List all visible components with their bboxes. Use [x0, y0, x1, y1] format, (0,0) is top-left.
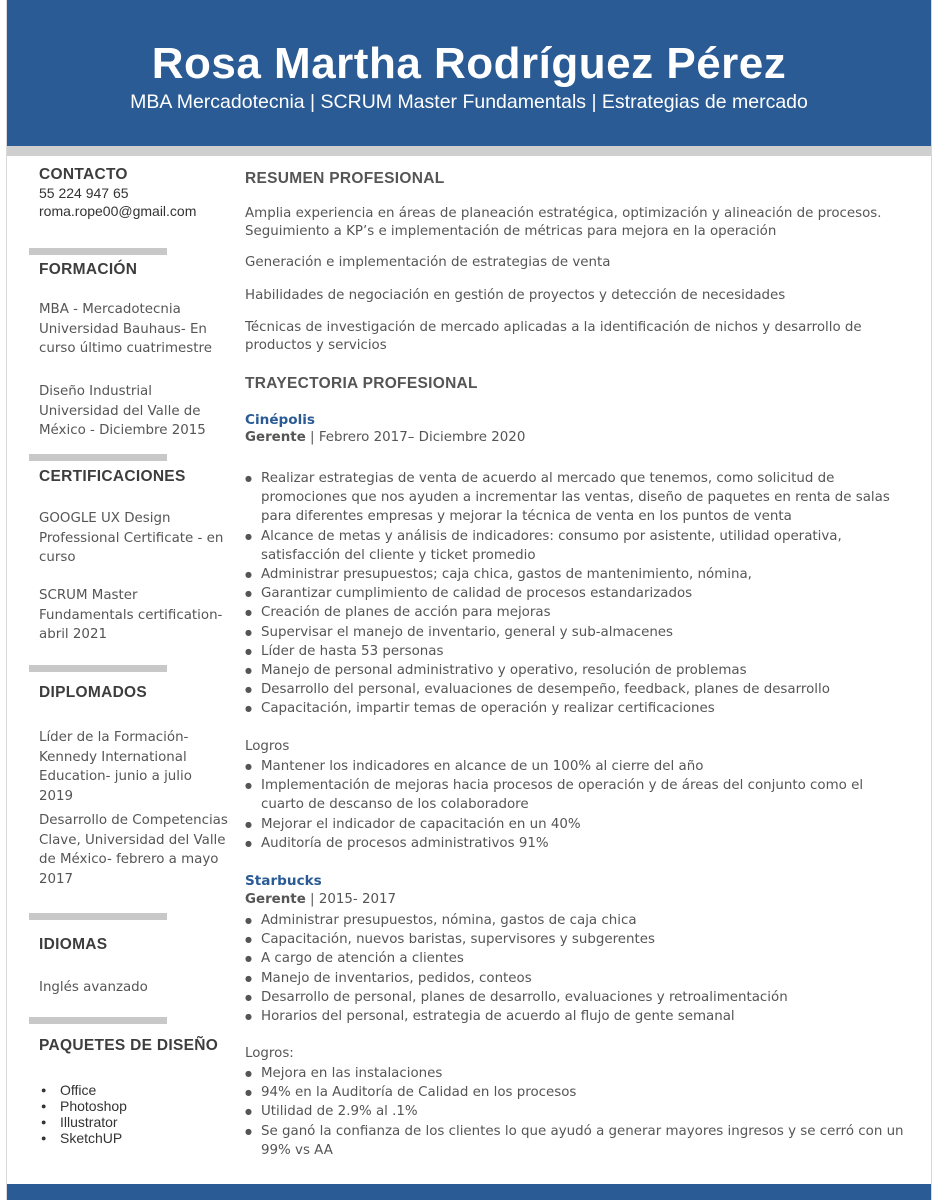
- job-role-line: Gerente | Febrero 2017– Diciembre 2020: [245, 430, 526, 445]
- list-item: ● Líder de hasta 53 personas: [245, 642, 905, 661]
- list-item: ● Garantizar cumplimiento de calidad de procesos estandarizados: [245, 584, 905, 603]
- list-item: ● Horarios del personal, estrategia de acuerdo al flujo de gente semanal: [245, 1007, 905, 1026]
- list-item: ● Supervisar el manejo de inventario, general y sub-almacenes: [245, 623, 905, 642]
- sidebar-divider: [29, 665, 167, 672]
- list-item: ● Desarrollo del personal, evaluaciones de desempeño, feedback, planes de desarrollo: [245, 680, 905, 699]
- formacion-item: MBA - Mercadotecnia Universidad Bauhaus- En curso último cuatrimestre: [39, 302, 212, 356]
- idiomas-item: Inglés avanzado: [39, 980, 148, 995]
- list-item: ● Photoshop: [39, 1098, 127, 1114]
- resume-header: [7, 0, 931, 146]
- list-item: ● Administrar presupuestos, nómina, gastos de caja chica: [245, 911, 905, 930]
- paquetes-title: PAQUETES DE DISEÑO: [39, 1037, 219, 1054]
- list-item: ● Mejorar el indicador de capacitación en un 40%: [245, 815, 905, 834]
- job-role: Gerente: [245, 892, 306, 907]
- list-item: ● Mejora en las instalaciones: [245, 1064, 905, 1083]
- sidebar-divider: [29, 454, 167, 461]
- list-item: ● Realizar estrategias de venta de acuerdo al mercado que tenemos, como solicitud de promociones que nos ayuden a incrementar las ventas, diseño de paquetes en renta de salas para diferentes empresas y mejorar la técnica de venta en los puntos de venta: [245, 469, 905, 527]
- resumen-paragraph: Técnicas de investigación de mercado aplicadas a la identificación de nichos y desarrollo de productos y servicios: [245, 320, 862, 353]
- logros-label: Logros:: [245, 1046, 294, 1061]
- resume-footer-band: [7, 1184, 931, 1200]
- list-item: ● Auditoría de procesos administrativos 91%: [245, 834, 905, 853]
- list-item: ● SketchUP: [39, 1130, 127, 1146]
- list-item: ● Manejo de personal administrativo y operativo, resolución de problemas: [245, 661, 905, 680]
- sidebar-divider: [29, 913, 167, 920]
- certificaciones-title: CERTIFICACIONES: [39, 468, 186, 485]
- list-item: ● Capacitación, nuevos baristas, supervisores y subgerentes: [245, 930, 905, 949]
- list-item: ● Manejo de inventarios, pedidos, conteos: [245, 969, 905, 988]
- list-item: ● Office: [39, 1082, 127, 1098]
- list-item: ● Mantener los indicadores en alcance de un 100% al cierre del año: [245, 757, 905, 776]
- list-item: ● Illustrator: [39, 1114, 127, 1130]
- diplomados-title: DIPLOMADOS: [39, 684, 148, 701]
- contact-phone: 55 224 947 65: [39, 185, 129, 201]
- certificacion-item: SCRUM Master Fundamentals certification- abril 2021: [39, 588, 223, 642]
- job-role: Gerente: [245, 430, 306, 445]
- job-tasks-list: [245, 469, 905, 719]
- job-period: Febrero 2017– Diciembre 2020: [318, 430, 526, 445]
- job-company: Starbucks: [245, 873, 322, 889]
- diplomado-item: Desarrollo de Competencias Clave, Universidad del Valle de México- febrero a mayo 2017: [39, 813, 228, 887]
- logros-list: [245, 1064, 905, 1160]
- list-item: ● Se ganó la confianza de los clientes lo que ayudó a generar mayores ingresos y se cerró con un 99% vs AA: [245, 1122, 905, 1160]
- idiomas-title: IDIOMAS: [39, 936, 108, 953]
- job-tasks-list: [245, 911, 905, 1026]
- job-company: Cinépolis: [245, 412, 316, 428]
- sidebar-divider: [29, 1017, 167, 1024]
- list-item: ● 94% en la Auditoría de Calidad en los procesos: [245, 1083, 905, 1102]
- logros-label: Logros: [245, 739, 290, 754]
- resume-page: [6, 0, 932, 1200]
- diplomado-item: Líder de la Formación- Kennedy International Education- junio a julio 2019: [39, 730, 192, 804]
- resumen-title: RESUMEN PROFESIONAL: [245, 170, 445, 187]
- formacion-title: FORMACIÓN: [39, 261, 138, 278]
- job-role-line: Gerente | 2015- 2017: [245, 892, 397, 907]
- job-period: 2015- 2017: [318, 892, 397, 907]
- logros-list: [245, 757, 905, 853]
- candidate-name: Rosa Martha Rodríguez Pérez: [151, 39, 787, 88]
- contact-email: roma.rope00@gmail.com: [39, 203, 197, 219]
- list-item: ● Alcance de metas y análisis de indicadores: consumo por asistente, utilidad operativa, satisfacción del cliente y ticket promedio: [245, 527, 905, 565]
- list-item: ● Utilidad de 2.9% al .1%: [245, 1102, 905, 1121]
- formacion-item: Diseño Industrial Universidad del Valle de México - Diciembre 2015: [39, 384, 206, 438]
- resumen-paragraph: Habilidades de negociación en gestión de proyectos y detección de necesidades: [245, 288, 786, 303]
- sidebar-divider: [29, 248, 167, 255]
- list-item: ● Capacitación, impartir temas de operación y realizar certificaciones: [245, 699, 905, 718]
- certificacion-item: GOOGLE UX Design Professional Certificate - en curso: [39, 511, 224, 565]
- resumen-paragraph: Amplia experiencia en áreas de planeación estratégica, optimización y alineación de procesos. Seguimiento a KP’s e implementación de métricas para mejora en la operación: [245, 206, 882, 239]
- contact-title: CONTACTO: [39, 166, 128, 183]
- candidate-subtitle: MBA Mercadotecnia | SCRUM Master Fundamentals | Estrategias de mercado: [130, 91, 808, 113]
- list-item: ● Desarrollo de personal, planes de desarrollo, evaluaciones y retroalimentación: [245, 988, 905, 1007]
- header-gray-band: [7, 146, 931, 156]
- list-item: ● Creación de planes de acción para mejoras: [245, 603, 905, 622]
- list-item: ● A cargo de atención a clientes: [245, 949, 905, 968]
- list-item: ● Implementación de mejoras hacia procesos de operación y de áreas del conjunto como el cuarto de descanso de los colaboradore: [245, 776, 905, 814]
- list-item: ● Administrar presupuestos; caja chica, gastos de mantenimiento, nómina,: [245, 565, 905, 584]
- paquetes-list: [39, 1082, 127, 1146]
- resumen-paragraph: Generación e implementación de estrategias de venta: [245, 255, 611, 270]
- trayectoria-title: TRAYECTORIA PROFESIONAL: [245, 375, 478, 392]
